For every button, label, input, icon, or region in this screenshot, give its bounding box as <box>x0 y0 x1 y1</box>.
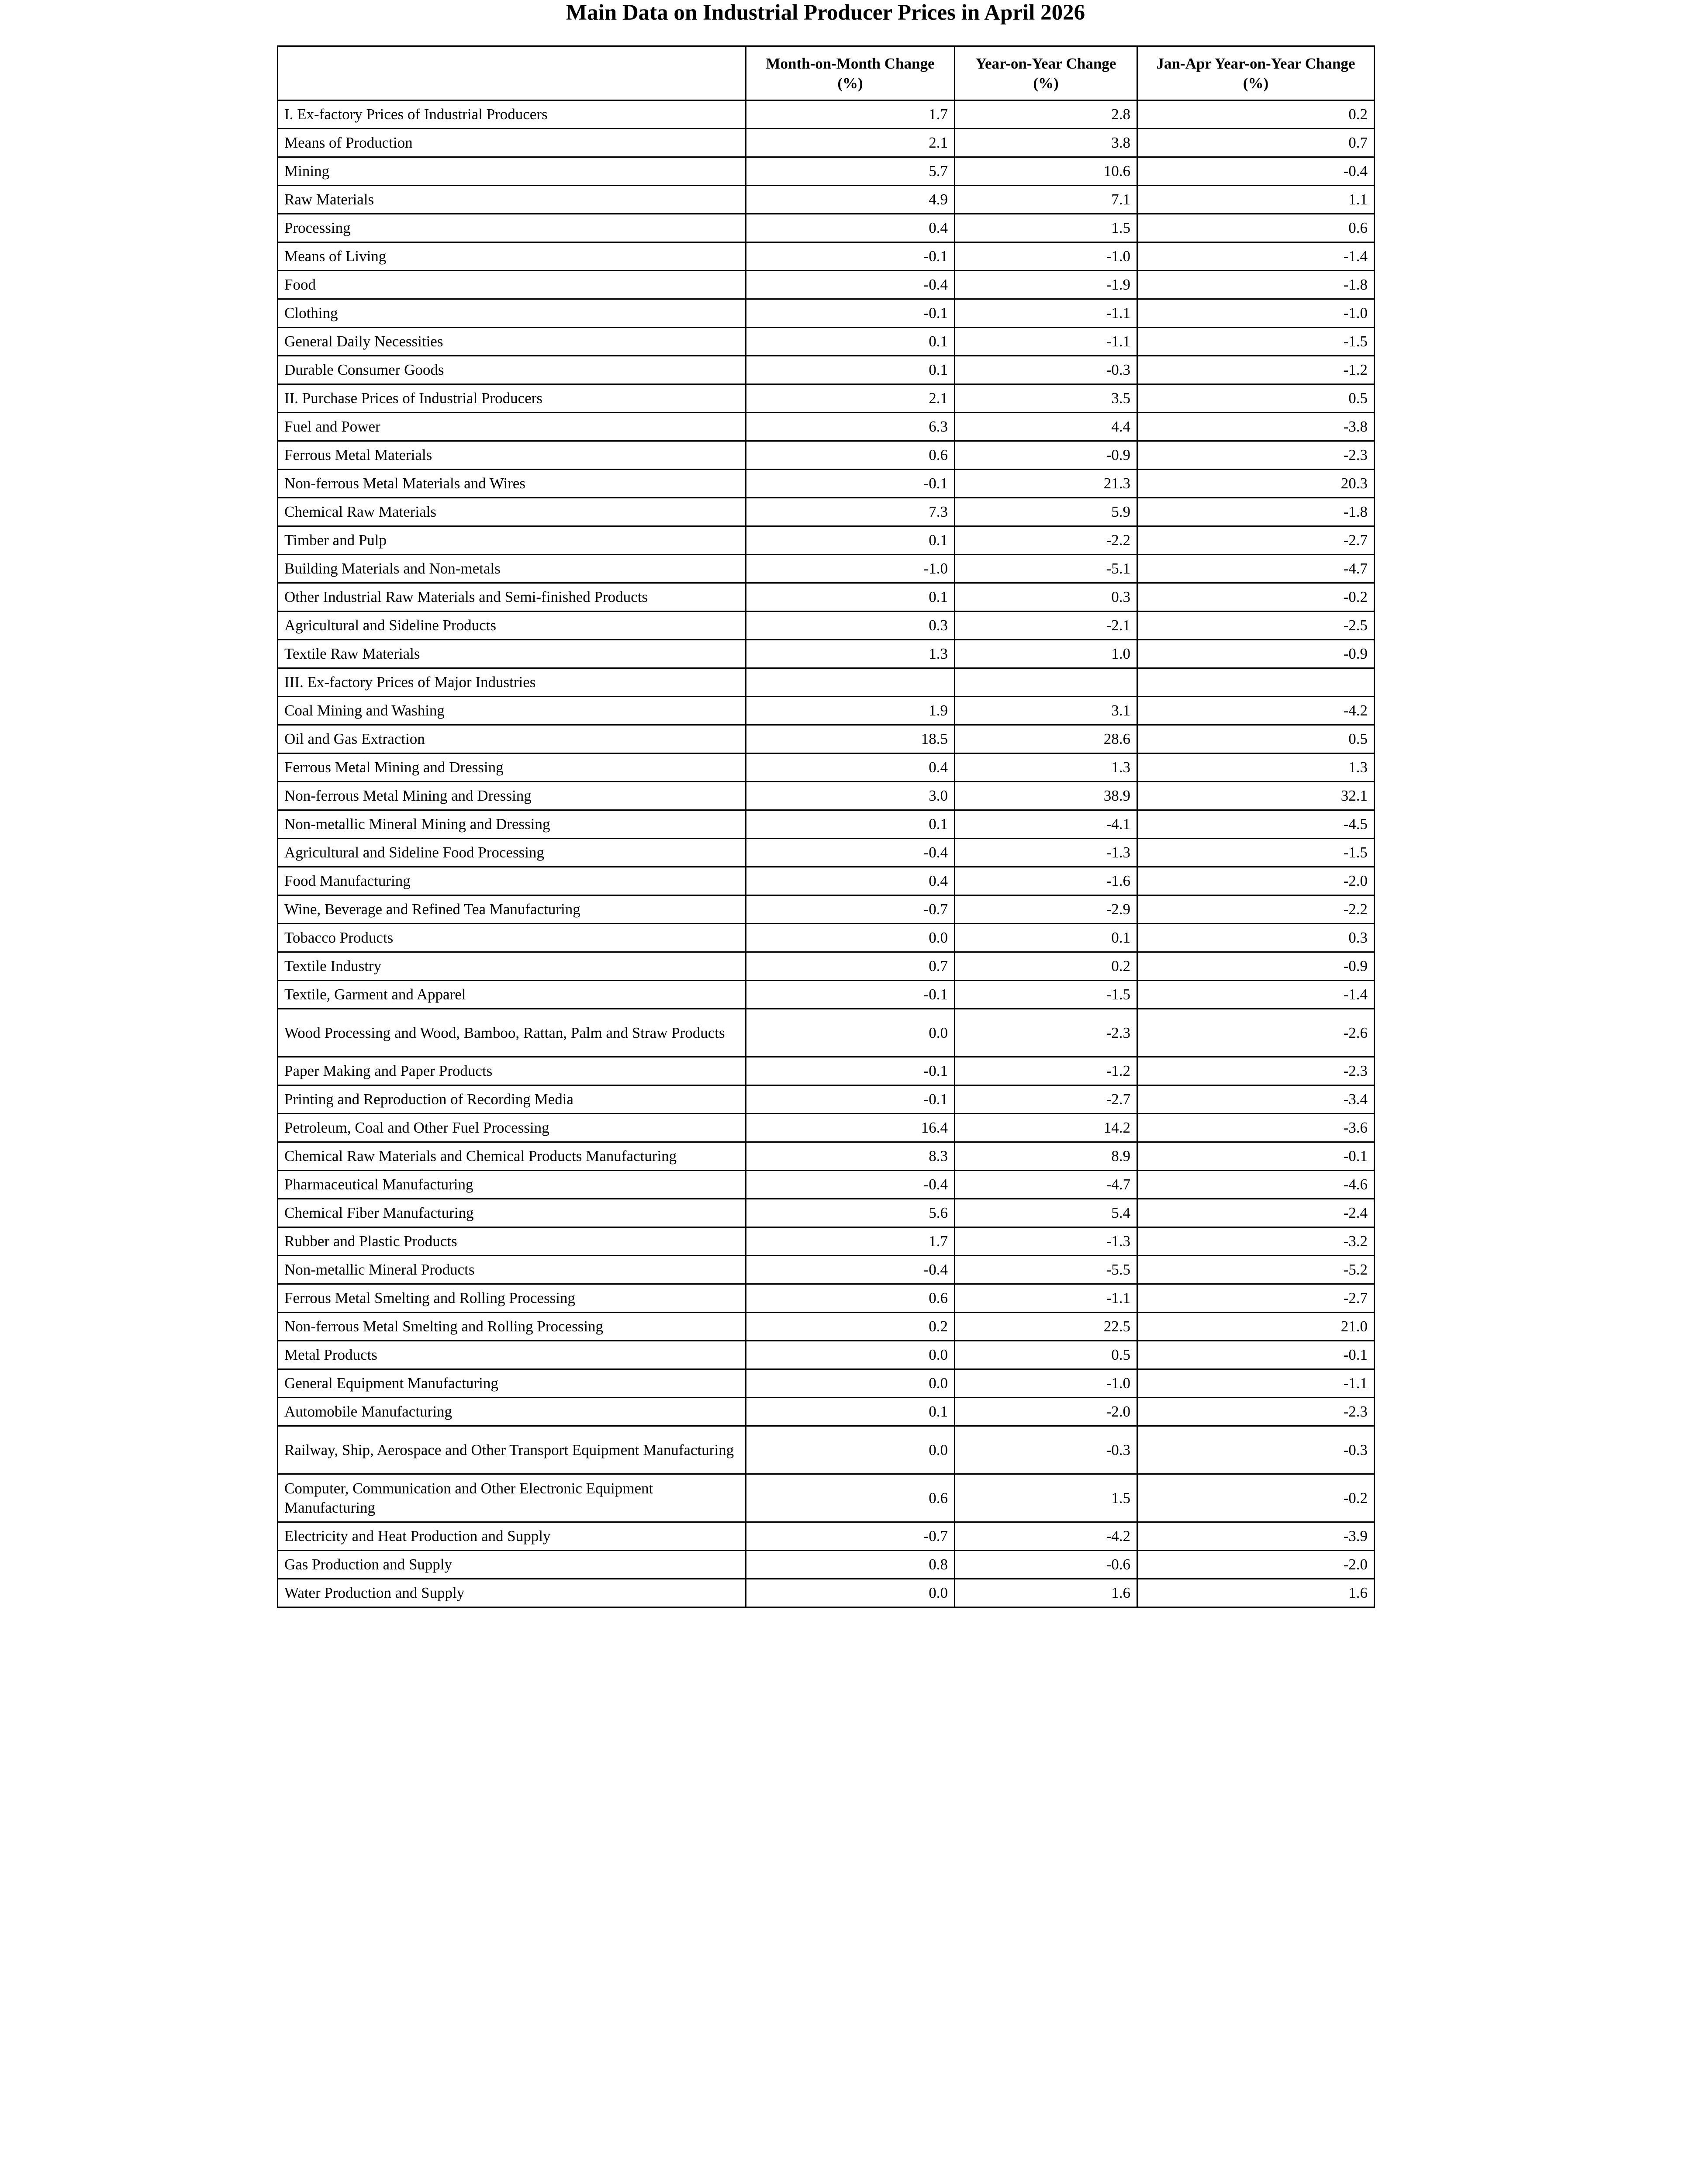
row-label: Electricity and Heat Production and Supply <box>278 1522 746 1551</box>
jan-apr-year-on-year-value: -0.2 <box>1137 1474 1375 1522</box>
year-on-year-value: 0.5 <box>955 1341 1137 1369</box>
year-on-year-value: 8.9 <box>955 1142 1137 1171</box>
year-on-year-value: 2.8 <box>955 100 1137 129</box>
jan-apr-year-on-year-value: -3.8 <box>1137 413 1375 441</box>
row-label: Tobacco Products <box>278 924 746 952</box>
table-row <box>278 1227 1375 1256</box>
month-on-month-value: 1.7 <box>746 1227 955 1256</box>
year-on-year-value: 3.8 <box>955 129 1137 157</box>
jan-apr-year-on-year-value: -0.9 <box>1137 952 1375 981</box>
year-on-year-value: -0.6 <box>955 1551 1137 1579</box>
month-on-month-value: -0.7 <box>746 1522 955 1551</box>
month-on-month-value: 0.4 <box>746 753 955 782</box>
year-on-year-value: 5.4 <box>955 1199 1137 1227</box>
year-on-year-value: -5.1 <box>955 555 1137 583</box>
table-row <box>278 1579 1375 1607</box>
year-on-year-value: -2.7 <box>955 1085 1137 1114</box>
month-on-month-value: 2.1 <box>746 129 955 157</box>
jan-apr-year-on-year-value: -3.9 <box>1137 1522 1375 1551</box>
table-row <box>278 1085 1375 1114</box>
table-row <box>278 498 1375 526</box>
year-on-year-value: -1.1 <box>955 1284 1137 1313</box>
row-label: Chemical Raw Materials and Chemical Products Manufacturing <box>278 1142 746 1171</box>
jan-apr-year-on-year-value: -2.4 <box>1137 1199 1375 1227</box>
table-row <box>278 1369 1375 1398</box>
month-on-month-value: 5.6 <box>746 1199 955 1227</box>
table-row <box>278 1142 1375 1171</box>
row-label: Timber and Pulp <box>278 526 746 555</box>
month-on-month-value: -1.0 <box>746 555 955 583</box>
row-label: Mining <box>278 157 746 186</box>
row-label: Means of Living <box>278 242 746 271</box>
jan-apr-year-on-year-value: -1.5 <box>1137 839 1375 867</box>
table-row <box>278 100 1375 129</box>
month-on-month-value: 1.7 <box>746 100 955 129</box>
month-on-month-value: -0.4 <box>746 1256 955 1284</box>
row-label: Agricultural and Sideline Products <box>278 612 746 640</box>
table-row <box>278 952 1375 981</box>
year-on-year-value: -2.1 <box>955 612 1137 640</box>
row-label: Wood Processing and Wood, Bamboo, Rattan, Palm and Straw Products <box>278 1009 746 1057</box>
row-label: General Daily Necessities <box>278 328 746 356</box>
row-label: Ferrous Metal Mining and Dressing <box>278 753 746 782</box>
year-on-year-value: -1.0 <box>955 1369 1137 1398</box>
jan-apr-year-on-year-value: -1.4 <box>1137 981 1375 1009</box>
jan-apr-year-on-year-value: 0.2 <box>1137 100 1375 129</box>
table-row <box>278 1256 1375 1284</box>
table-row <box>278 697 1375 725</box>
year-on-year-value: -2.2 <box>955 526 1137 555</box>
month-on-month-value: 2.1 <box>746 384 955 413</box>
row-label: Clothing <box>278 299 746 328</box>
year-on-year-value: -1.0 <box>955 242 1137 271</box>
row-label: Railway, Ship, Aerospace and Other Transport Equipment Manufacturing <box>278 1426 746 1474</box>
table-row <box>278 839 1375 867</box>
month-on-month-value: -0.1 <box>746 470 955 498</box>
table-row <box>278 1199 1375 1227</box>
table-row <box>278 441 1375 470</box>
year-on-year-value: 4.4 <box>955 413 1137 441</box>
row-label: Non-ferrous Metal Smelting and Rolling Processing <box>278 1313 746 1341</box>
row-label: Agricultural and Sideline Food Processing <box>278 839 746 867</box>
month-on-month-value: 0.8 <box>746 1551 955 1579</box>
jan-apr-year-on-year-value: 20.3 <box>1137 470 1375 498</box>
table-row <box>278 725 1375 753</box>
month-on-month-value: -0.4 <box>746 839 955 867</box>
jan-apr-year-on-year-value: -2.0 <box>1137 1551 1375 1579</box>
year-on-year-value: 1.5 <box>955 1474 1137 1522</box>
jan-apr-year-on-year-value: -0.3 <box>1137 1426 1375 1474</box>
row-label: Ferrous Metal Smelting and Rolling Processing <box>278 1284 746 1313</box>
table-row <box>278 753 1375 782</box>
year-on-year-value: -2.3 <box>955 1009 1137 1057</box>
month-on-month-value: 8.3 <box>746 1142 955 1171</box>
row-label: Non-metallic Mineral Products <box>278 1256 746 1284</box>
table-row <box>278 470 1375 498</box>
header-year-on-year: Year-on-Year Change (%) <box>955 46 1137 100</box>
row-label: Petroleum, Coal and Other Fuel Processing <box>278 1114 746 1142</box>
month-on-month-value: 16.4 <box>746 1114 955 1142</box>
row-label: I. Ex-factory Prices of Industrial Producers <box>278 100 746 129</box>
month-on-month-value: 0.7 <box>746 952 955 981</box>
month-on-month-value: 0.6 <box>746 1284 955 1313</box>
month-on-month-value: 0.3 <box>746 612 955 640</box>
jan-apr-year-on-year-value: -2.3 <box>1137 441 1375 470</box>
jan-apr-year-on-year-value: -2.7 <box>1137 1284 1375 1313</box>
year-on-year-value: 21.3 <box>955 470 1137 498</box>
header-month-on-month: Month-on-Month Change (%) <box>746 46 955 100</box>
month-on-month-value: 5.7 <box>746 157 955 186</box>
jan-apr-year-on-year-value: -4.5 <box>1137 810 1375 839</box>
table-row <box>278 1341 1375 1369</box>
price-data-table <box>277 45 1375 1608</box>
year-on-year-value: -4.2 <box>955 1522 1137 1551</box>
jan-apr-year-on-year-value: -4.6 <box>1137 1171 1375 1199</box>
month-on-month-value: -0.1 <box>746 242 955 271</box>
row-label: Oil and Gas Extraction <box>278 725 746 753</box>
jan-apr-year-on-year-value: 21.0 <box>1137 1313 1375 1341</box>
row-label: Printing and Reproduction of Recording Media <box>278 1085 746 1114</box>
year-on-year-value: 1.6 <box>955 1579 1137 1607</box>
row-label: Automobile Manufacturing <box>278 1398 746 1426</box>
jan-apr-year-on-year-value: -1.5 <box>1137 328 1375 356</box>
table-row <box>278 1551 1375 1579</box>
month-on-month-value: -0.7 <box>746 895 955 924</box>
month-on-month-value: 0.0 <box>746 924 955 952</box>
row-label: Food Manufacturing <box>278 867 746 895</box>
jan-apr-year-on-year-value: 0.3 <box>1137 924 1375 952</box>
month-on-month-value: 0.1 <box>746 810 955 839</box>
table-header-row <box>278 46 1375 100</box>
page-title: Main Data on Industrial Producer Prices in April 2026 <box>566 0 1085 25</box>
row-label: II. Purchase Prices of Industrial Producers <box>278 384 746 413</box>
table-row <box>278 1114 1375 1142</box>
jan-apr-year-on-year-value: -3.4 <box>1137 1085 1375 1114</box>
row-label: Paper Making and Paper Products <box>278 1057 746 1085</box>
year-on-year-value: 3.1 <box>955 697 1137 725</box>
row-label: Rubber and Plastic Products <box>278 1227 746 1256</box>
month-on-month-value: 0.1 <box>746 356 955 384</box>
row-label: Coal Mining and Washing <box>278 697 746 725</box>
month-on-month-value: 0.0 <box>746 1579 955 1607</box>
year-on-year-value: -4.7 <box>955 1171 1137 1199</box>
month-on-month-value: 1.9 <box>746 697 955 725</box>
jan-apr-year-on-year-value: 1.3 <box>1137 753 1375 782</box>
row-label: Pharmaceutical Manufacturing <box>278 1171 746 1199</box>
year-on-year-value: 1.3 <box>955 753 1137 782</box>
year-on-year-value: -1.1 <box>955 299 1137 328</box>
table-row <box>278 1398 1375 1426</box>
year-on-year-value: -2.9 <box>955 895 1137 924</box>
month-on-month-value: 6.3 <box>746 413 955 441</box>
month-on-month-value: 18.5 <box>746 725 955 753</box>
month-on-month-value: 3.0 <box>746 782 955 810</box>
row-label: III. Ex-factory Prices of Major Industries <box>278 668 746 697</box>
table-row <box>278 1426 1375 1474</box>
row-label: Means of Production <box>278 129 746 157</box>
jan-apr-year-on-year-value: 1.1 <box>1137 186 1375 214</box>
month-on-month-value: 0.4 <box>746 867 955 895</box>
jan-apr-year-on-year-value: -4.2 <box>1137 697 1375 725</box>
row-label: Textile Industry <box>278 952 746 981</box>
table-row <box>278 867 1375 895</box>
year-on-year-value: -4.1 <box>955 810 1137 839</box>
jan-apr-year-on-year-value: -2.5 <box>1137 612 1375 640</box>
jan-apr-year-on-year-value: -0.1 <box>1137 1142 1375 1171</box>
month-on-month-value: 0.4 <box>746 214 955 242</box>
row-label: Metal Products <box>278 1341 746 1369</box>
month-on-month-value: 0.1 <box>746 583 955 612</box>
table-row <box>278 1522 1375 1551</box>
jan-apr-year-on-year-value: 0.6 <box>1137 214 1375 242</box>
table-row <box>278 612 1375 640</box>
table-row <box>278 129 1375 157</box>
table-row <box>278 526 1375 555</box>
month-on-month-value: -0.1 <box>746 1057 955 1085</box>
year-on-year-value: -0.3 <box>955 356 1137 384</box>
table-row <box>278 924 1375 952</box>
jan-apr-year-on-year-value: -1.2 <box>1137 356 1375 384</box>
table-row <box>278 299 1375 328</box>
jan-apr-year-on-year-value: 0.7 <box>1137 129 1375 157</box>
year-on-year-value: 22.5 <box>955 1313 1137 1341</box>
table-row <box>278 186 1375 214</box>
jan-apr-year-on-year-value: -1.8 <box>1137 271 1375 299</box>
table-row <box>278 1009 1375 1057</box>
row-label: Textile Raw Materials <box>278 640 746 668</box>
row-label: Building Materials and Non-metals <box>278 555 746 583</box>
row-label: Raw Materials <box>278 186 746 214</box>
year-on-year-value: 7.1 <box>955 186 1137 214</box>
jan-apr-year-on-year-value: -1.1 <box>1137 1369 1375 1398</box>
jan-apr-year-on-year-value: -2.2 <box>1137 895 1375 924</box>
month-on-month-value: 7.3 <box>746 498 955 526</box>
year-on-year-value: 5.9 <box>955 498 1137 526</box>
month-on-month-value: 0.6 <box>746 1474 955 1522</box>
row-label: Food <box>278 271 746 299</box>
row-label: Durable Consumer Goods <box>278 356 746 384</box>
jan-apr-year-on-year-value: -1.0 <box>1137 299 1375 328</box>
row-label: Gas Production and Supply <box>278 1551 746 1579</box>
table-row <box>278 413 1375 441</box>
year-on-year-value: -1.3 <box>955 1227 1137 1256</box>
jan-apr-year-on-year-value: -0.2 <box>1137 583 1375 612</box>
year-on-year-value: 0.3 <box>955 583 1137 612</box>
row-label: Wine, Beverage and Refined Tea Manufacturing <box>278 895 746 924</box>
table-body <box>278 100 1375 1607</box>
table-row <box>278 157 1375 186</box>
row-label: Processing <box>278 214 746 242</box>
table-row <box>278 384 1375 413</box>
jan-apr-year-on-year-value: -2.6 <box>1137 1009 1375 1057</box>
year-on-year-value: 28.6 <box>955 725 1137 753</box>
table-row <box>278 782 1375 810</box>
month-on-month-value: -0.1 <box>746 981 955 1009</box>
year-on-year-value: -1.5 <box>955 981 1137 1009</box>
year-on-year-value: 0.1 <box>955 924 1137 952</box>
row-label: Non-ferrous Metal Mining and Dressing <box>278 782 746 810</box>
table-row <box>278 555 1375 583</box>
month-on-month-value: 0.1 <box>746 1398 955 1426</box>
table-row <box>278 668 1375 697</box>
year-on-year-value: 1.0 <box>955 640 1137 668</box>
month-on-month-value: -0.1 <box>746 299 955 328</box>
year-on-year-value: 10.6 <box>955 157 1137 186</box>
jan-apr-year-on-year-value: -0.9 <box>1137 640 1375 668</box>
year-on-year-value: -1.6 <box>955 867 1137 895</box>
row-label: Water Production and Supply <box>278 1579 746 1607</box>
month-on-month-value <box>746 668 955 697</box>
jan-apr-year-on-year-value: 1.6 <box>1137 1579 1375 1607</box>
year-on-year-value: -1.2 <box>955 1057 1137 1085</box>
year-on-year-value: -1.9 <box>955 271 1137 299</box>
table-row <box>278 583 1375 612</box>
month-on-month-value: 0.0 <box>746 1369 955 1398</box>
year-on-year-value: -5.5 <box>955 1256 1137 1284</box>
table-row <box>278 640 1375 668</box>
table-row <box>278 1057 1375 1085</box>
jan-apr-year-on-year-value: -1.8 <box>1137 498 1375 526</box>
header-item-column <box>278 46 746 100</box>
month-on-month-value: 0.2 <box>746 1313 955 1341</box>
table-row <box>278 1313 1375 1341</box>
jan-apr-year-on-year-value: -2.7 <box>1137 526 1375 555</box>
table-row <box>278 981 1375 1009</box>
year-on-year-value: 3.5 <box>955 384 1137 413</box>
month-on-month-value: 0.1 <box>746 328 955 356</box>
month-on-month-value: 0.0 <box>746 1009 955 1057</box>
month-on-month-value: -0.4 <box>746 1171 955 1199</box>
month-on-month-value: 0.6 <box>746 441 955 470</box>
year-on-year-value <box>955 668 1137 697</box>
month-on-month-value: 0.0 <box>746 1426 955 1474</box>
row-label: General Equipment Manufacturing <box>278 1369 746 1398</box>
jan-apr-year-on-year-value: -4.7 <box>1137 555 1375 583</box>
table-row <box>278 1171 1375 1199</box>
year-on-year-value: -0.9 <box>955 441 1137 470</box>
table-row <box>278 810 1375 839</box>
row-label: Non-ferrous Metal Materials and Wires <box>278 470 746 498</box>
row-label: Other Industrial Raw Materials and Semi-finished Products <box>278 583 746 612</box>
year-on-year-value: 38.9 <box>955 782 1137 810</box>
table-row <box>278 895 1375 924</box>
year-on-year-value: 14.2 <box>955 1114 1137 1142</box>
jan-apr-year-on-year-value: -1.4 <box>1137 242 1375 271</box>
year-on-year-value: -2.0 <box>955 1398 1137 1426</box>
jan-apr-year-on-year-value: 0.5 <box>1137 384 1375 413</box>
table-row <box>278 271 1375 299</box>
jan-apr-year-on-year-value: 32.1 <box>1137 782 1375 810</box>
year-on-year-value: -1.1 <box>955 328 1137 356</box>
row-label: Textile, Garment and Apparel <box>278 981 746 1009</box>
month-on-month-value: 4.9 <box>746 186 955 214</box>
table-row <box>278 1284 1375 1313</box>
year-on-year-value: 0.2 <box>955 952 1137 981</box>
row-label: Chemical Raw Materials <box>278 498 746 526</box>
year-on-year-value: -0.3 <box>955 1426 1137 1474</box>
year-on-year-value: 1.5 <box>955 214 1137 242</box>
month-on-month-value: 1.3 <box>746 640 955 668</box>
row-label: Computer, Communication and Other Electronic Equipment Manufacturing <box>278 1474 746 1522</box>
jan-apr-year-on-year-value: -0.1 <box>1137 1341 1375 1369</box>
jan-apr-year-on-year-value: -2.0 <box>1137 867 1375 895</box>
jan-apr-year-on-year-value: -2.3 <box>1137 1057 1375 1085</box>
row-label: Ferrous Metal Materials <box>278 441 746 470</box>
month-on-month-value: 0.0 <box>746 1341 955 1369</box>
table-row <box>278 1474 1375 1522</box>
table-row <box>278 328 1375 356</box>
month-on-month-value: 0.1 <box>746 526 955 555</box>
row-label: Non-metallic Mineral Mining and Dressing <box>278 810 746 839</box>
table-row <box>278 242 1375 271</box>
jan-apr-year-on-year-value: 0.5 <box>1137 725 1375 753</box>
jan-apr-year-on-year-value <box>1137 668 1375 697</box>
header-jan-apr-year-on-year: Jan-Apr Year-on-Year Change (%) <box>1137 46 1375 100</box>
jan-apr-year-on-year-value: -5.2 <box>1137 1256 1375 1284</box>
jan-apr-year-on-year-value: -3.2 <box>1137 1227 1375 1256</box>
row-label: Fuel and Power <box>278 413 746 441</box>
row-label: Chemical Fiber Manufacturing <box>278 1199 746 1227</box>
month-on-month-value: -0.1 <box>746 1085 955 1114</box>
month-on-month-value: -0.4 <box>746 271 955 299</box>
table-row <box>278 356 1375 384</box>
table-row <box>278 214 1375 242</box>
year-on-year-value: -1.3 <box>955 839 1137 867</box>
jan-apr-year-on-year-value: -2.3 <box>1137 1398 1375 1426</box>
jan-apr-year-on-year-value: -0.4 <box>1137 157 1375 186</box>
jan-apr-year-on-year-value: -3.6 <box>1137 1114 1375 1142</box>
